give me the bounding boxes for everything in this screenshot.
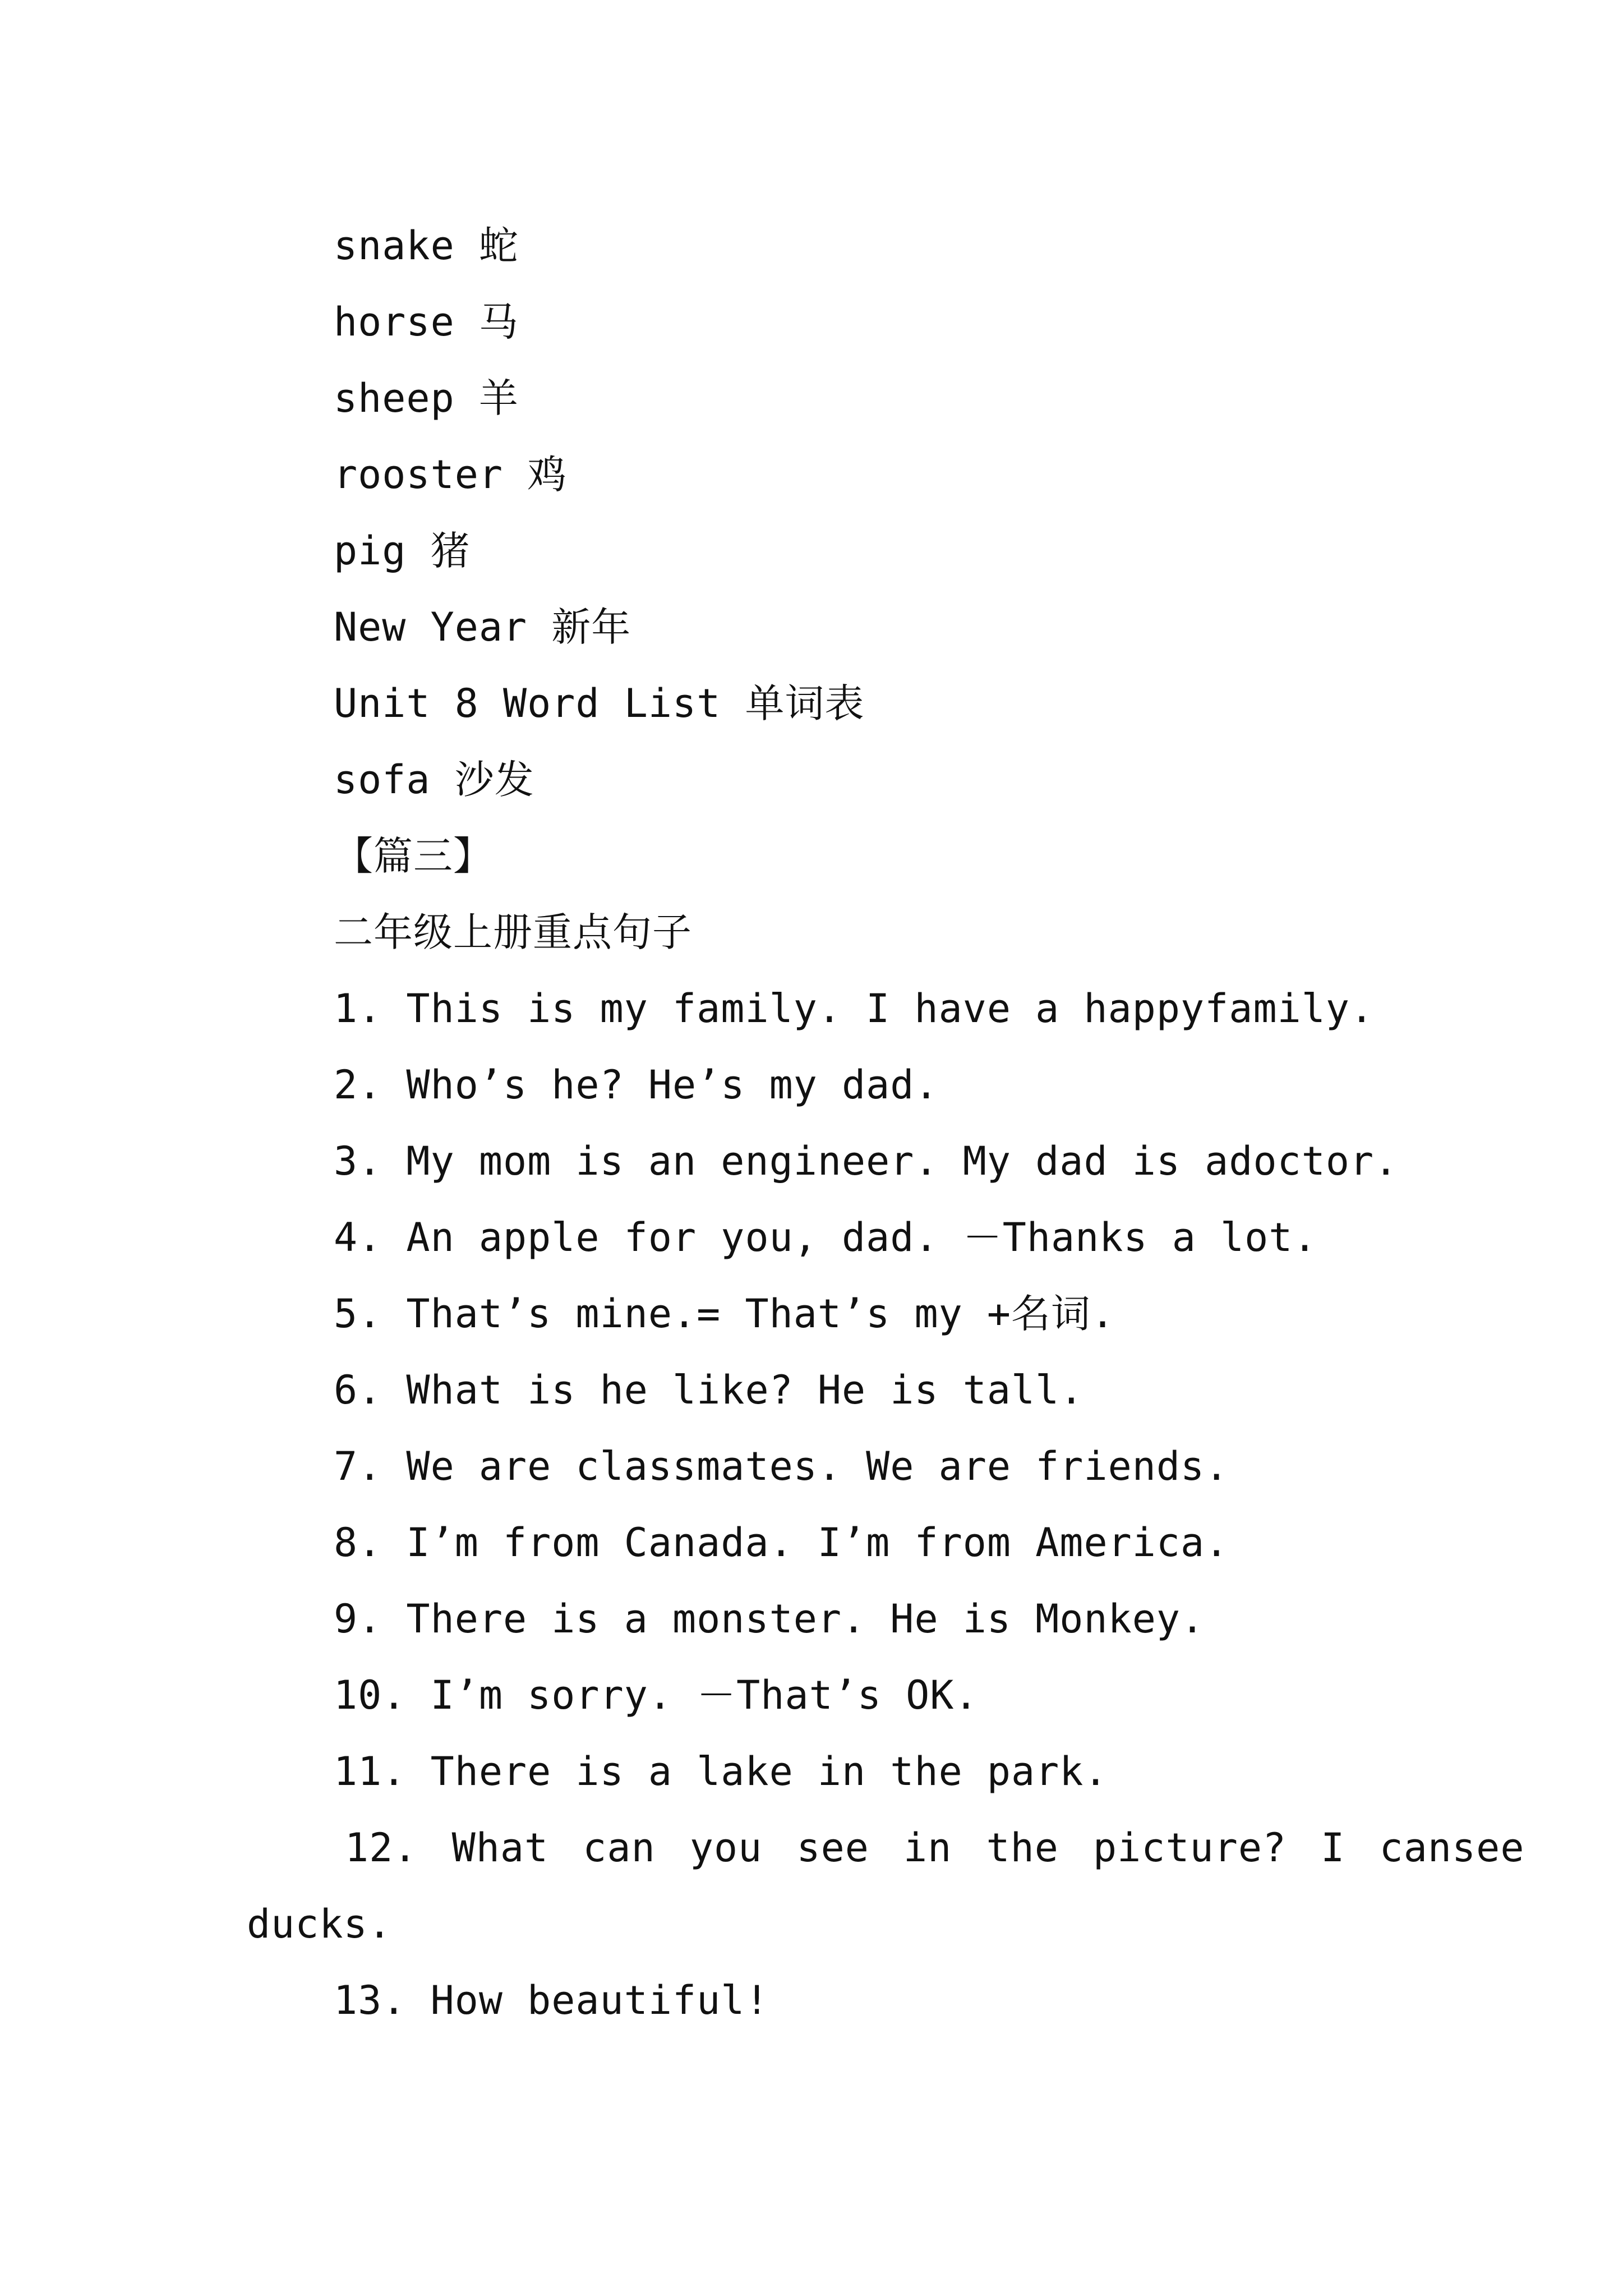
sentence-line: 10. I’m sorry. －That’s OK. bbox=[334, 1672, 979, 1718]
sentence-line: 13. How beautiful! bbox=[334, 1977, 769, 2023]
sentence-line: 3. My mom is an engineer. My dad is adoctor. bbox=[334, 1138, 1399, 1184]
sentence-line: 2. Who’s he? He’s my dad. bbox=[334, 1062, 939, 1108]
vocab-line: horse 马 bbox=[334, 299, 519, 345]
sentence-line: 12. What can you see in the picture? I cansee bbox=[345, 1825, 1525, 1871]
vocab-line: Unit 8 Word List 单词表 bbox=[334, 680, 865, 726]
vocab-line: rooster 鸡 bbox=[334, 452, 568, 498]
sentence-line: 1. This is my family. I have a happyfamily. bbox=[334, 986, 1375, 1032]
sentence-line: 5. That’s mine.= That’s my +名词. bbox=[334, 1291, 1115, 1337]
vocab-line: sheep 羊 bbox=[334, 375, 519, 421]
sentence-line: 7. We are classmates. We are friends. bbox=[334, 1443, 1229, 1489]
sentence-line: 8. I’m from Canada. I’m from America. bbox=[334, 1520, 1229, 1566]
vocab-line: pig 猪 bbox=[334, 528, 471, 574]
vocab-line: New Year 新年 bbox=[334, 604, 631, 650]
sentence-line: 6. What is he like? He is tall. bbox=[334, 1367, 1084, 1413]
vocab-line: snake 蛇 bbox=[334, 223, 519, 269]
section-title: 二年级上册重点句子 bbox=[334, 909, 692, 955]
sentence-line: 4. An apple for you, dad. －Thanks a lot. bbox=[334, 1214, 1317, 1260]
vocab-line: sofa 沙发 bbox=[334, 757, 534, 803]
section-marker: 【篇三】 bbox=[334, 833, 493, 879]
sentence-line: 9. There is a monster. He is Monkey. bbox=[334, 1596, 1205, 1642]
sentence-continuation: ducks. bbox=[247, 1901, 392, 1947]
sentence-line: 11. There is a lake in the park. bbox=[334, 1749, 1108, 1795]
